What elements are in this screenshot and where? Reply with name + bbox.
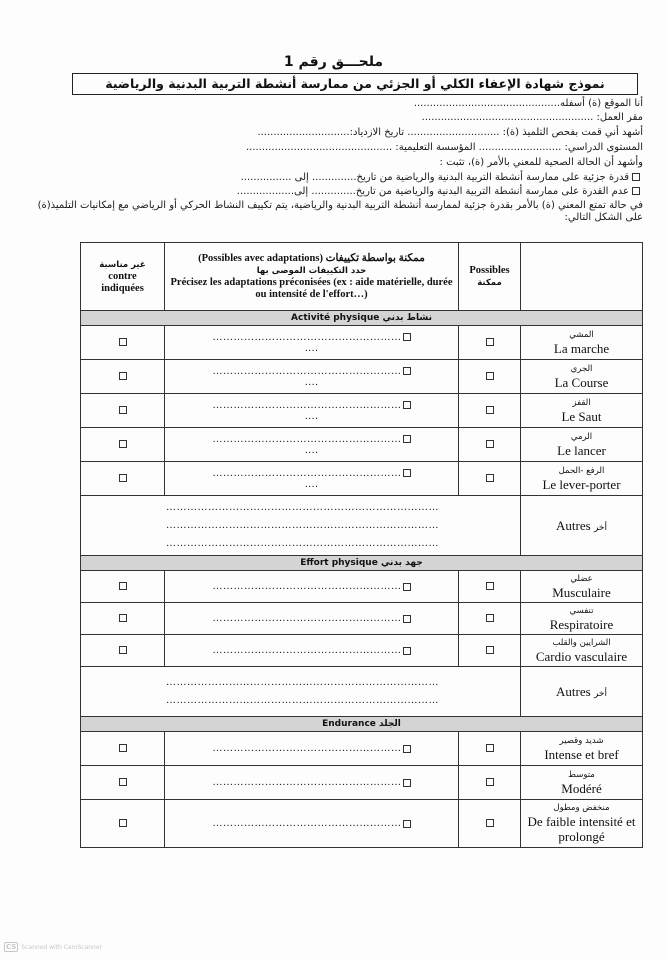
other-dotted-line[interactable]: ……………………………………………………………………	[166, 694, 439, 706]
possible-cell[interactable]	[459, 428, 521, 462]
adaptations-cell[interactable]	[165, 360, 459, 394]
other-label-cell	[521, 667, 643, 717]
activity-label-ar: شديد وقصير	[559, 735, 604, 746]
table-row	[81, 766, 643, 800]
possible-checkbox[interactable]	[486, 372, 494, 380]
partial-ability-option[interactable]	[40, 172, 643, 184]
adaptations-dotted-line-short[interactable]: ….	[304, 410, 319, 422]
adaptations-dotted-line[interactable]: ………………………………………………	[212, 331, 402, 343]
possible-cell[interactable]	[459, 326, 521, 360]
contraindicated-cell[interactable]	[81, 732, 165, 766]
other-label-ar: أخر	[593, 688, 607, 699]
document-title: نموذج شهادة الإعفاء الكلي أو الجزئي من ممارسة أنشطة التربية البدنية والرياضية	[72, 73, 638, 95]
partial-ability-checkbox[interactable]	[632, 173, 640, 181]
adaptations-checkbox[interactable]	[403, 367, 411, 375]
activity-label-fr: Respiratoire	[549, 616, 614, 632]
total-inability-option[interactable]	[40, 186, 643, 198]
contraindicated-checkbox[interactable]	[119, 819, 127, 827]
section-header-row	[81, 311, 643, 326]
adaptations-checkbox[interactable]	[403, 820, 411, 828]
signatory-line[interactable]: أنا الموقع (ة) أسفله..............................................	[413, 98, 643, 109]
contraindicated-checkbox[interactable]	[119, 406, 127, 414]
activity-label-cell	[521, 766, 643, 800]
table-row	[81, 800, 643, 848]
activity-label-fr: Le Saut	[561, 408, 602, 424]
activity-label-fr: Le lancer	[557, 442, 606, 458]
header-possible	[459, 243, 521, 311]
adaptations-checkbox[interactable]	[403, 435, 411, 443]
total-inability-text: عدم القدرة على ممارسة أنشطة التربية البدنية والرياضية من تاريخ.............. إلى..................	[236, 186, 629, 197]
activity-label-ar: الرفع -الحمل	[558, 465, 605, 476]
adaptations-dotted-line-short[interactable]: ….	[304, 478, 319, 490]
other-dotted-line[interactable]: ……………………………………………………………………	[166, 519, 439, 531]
adaptations-dotted-line[interactable]: ………………………………………………	[212, 818, 402, 829]
section-header-row	[81, 717, 643, 732]
activity-label-cell	[521, 800, 643, 848]
table-row	[81, 732, 643, 766]
adaptations-dotted-line[interactable]: ………………………………………………	[212, 433, 402, 445]
header-contraindicated-fr1: contre	[108, 270, 137, 282]
other-row	[81, 667, 643, 717]
possible-cell[interactable]	[459, 394, 521, 428]
activity-label-cell	[521, 360, 643, 394]
activity-label-fr: De faible intensité et prolongé	[527, 814, 636, 844]
possible-checkbox[interactable]	[486, 440, 494, 448]
other-dotted-line[interactable]: ……………………………………………………………………	[166, 501, 439, 513]
total-inability-checkbox[interactable]	[632, 187, 640, 195]
table-row	[81, 603, 643, 635]
contraindicated-checkbox[interactable]	[119, 474, 127, 482]
adaptations-dotted-line[interactable]: ………………………………………………	[212, 743, 402, 754]
contraindicated-cell[interactable]	[81, 635, 165, 667]
activity-label-ar: الشرايين والقلب	[552, 637, 611, 648]
contraindicated-checkbox[interactable]	[119, 646, 127, 654]
adaptations-cell[interactable]	[165, 635, 459, 667]
other-dotted-lines[interactable]	[81, 667, 521, 717]
adaptations-checkbox[interactable]	[403, 469, 411, 477]
adaptations-cell[interactable]	[165, 428, 459, 462]
activity-label-ar: القفز	[572, 397, 591, 408]
header-contraindicated	[81, 243, 165, 311]
activity-label-cell	[521, 732, 643, 766]
contraindicated-cell[interactable]	[81, 603, 165, 635]
section-title: Endurance الجلد	[81, 717, 643, 732]
adaptations-dotted-line[interactable]: ………………………………………………	[212, 613, 402, 624]
activity-label-cell	[521, 571, 643, 603]
camscanner-watermark	[4, 942, 102, 952]
adaptations-cell[interactable]	[165, 603, 459, 635]
camscanner-text: Scanned with CamScanner	[21, 944, 103, 951]
possible-checkbox[interactable]	[486, 582, 494, 590]
adaptations-dotted-line-short[interactable]: ….	[304, 342, 319, 354]
table-header-row	[81, 243, 643, 311]
activity-label-ar: الرمي	[570, 431, 593, 442]
activity-label-ar: تنفسي	[569, 605, 594, 616]
possible-cell[interactable]	[459, 603, 521, 635]
header-activity	[521, 243, 643, 311]
contraindicated-checkbox[interactable]	[119, 614, 127, 622]
table-row	[81, 360, 643, 394]
other-dotted-line[interactable]: ……………………………………………………………………	[166, 537, 439, 549]
header-contraindicated-ar: غير مناسبة	[99, 259, 146, 270]
adaptations-dotted-line-short[interactable]: ….	[304, 444, 319, 456]
adaptations-checkbox[interactable]	[403, 745, 411, 753]
student-exam-line[interactable]: أشهد أني قمت بفحص التلميذ (ة): ............................. تاريخ الازدياد:.............................	[257, 127, 643, 138]
activity-label-fr: La Course	[554, 374, 609, 390]
possible-cell[interactable]	[459, 571, 521, 603]
activity-label-cell	[521, 428, 643, 462]
adaptations-cell[interactable]	[165, 394, 459, 428]
activity-label-cell	[521, 326, 643, 360]
adaptations-checkbox[interactable]	[403, 647, 411, 655]
contraindicated-checkbox[interactable]	[119, 744, 127, 752]
section-title: Effort physique جهد بدني	[81, 556, 643, 571]
adaptations-dotted-line[interactable]: ………………………………………………	[212, 645, 402, 656]
possible-checkbox[interactable]	[486, 744, 494, 752]
header-possible-ar: ممكنة	[477, 277, 502, 288]
activity-label-ar: منخفض ومطول	[553, 803, 610, 813]
adaptations-cell[interactable]	[165, 571, 459, 603]
possible-checkbox[interactable]	[486, 646, 494, 654]
contraindicated-cell[interactable]	[81, 394, 165, 428]
activity-label-ar: المشي	[569, 329, 594, 340]
adaptations-cell[interactable]	[165, 462, 459, 496]
annex-number: ملحـــق رقم 1	[283, 54, 384, 70]
header-adaptations-line3: Précisez les adaptations préconisées (ex : aide matérielle, durée ou intensité de l'effort…)	[170, 276, 453, 300]
header-adaptations-line2: حدد التكييفات الموصى بها	[256, 265, 367, 276]
activity-label-fr: Le lever-porter	[542, 476, 621, 492]
adaptations-dotted-line[interactable]: ………………………………………………	[212, 365, 402, 377]
adaptations-checkbox[interactable]	[403, 583, 411, 591]
contraindicated-cell[interactable]	[81, 428, 165, 462]
adaptation-instructions: في حالة تمتع المعني (ة) بالأمر بقدرة جزئية لممارسة أنشطة التربية البدنية والرياضية، يتم تكييف النشاط الحركي أو الرياضي مع إمكانيات التلميذ(ة) على الشكل التالي:	[37, 200, 643, 223]
contraindicated-cell[interactable]	[81, 326, 165, 360]
activity-label-fr: La marche	[553, 340, 610, 356]
adaptations-checkbox[interactable]	[403, 333, 411, 341]
possible-checkbox[interactable]	[486, 406, 494, 414]
activity-label-fr: Modéré	[561, 780, 602, 796]
table-row	[81, 428, 643, 462]
header-contraindicated-fr2: indiquées	[101, 282, 144, 294]
table-row	[81, 394, 643, 428]
contraindicated-cell[interactable]	[81, 766, 165, 800]
possible-cell[interactable]	[459, 800, 521, 848]
section-header-row	[81, 556, 643, 571]
contraindicated-checkbox[interactable]	[119, 338, 127, 346]
possible-cell[interactable]	[459, 462, 521, 496]
possible-checkbox[interactable]	[486, 819, 494, 827]
attestation-line: وأشهد أن الحالة الصحية للمعني بالأمر (ة)، تثبت :	[439, 157, 643, 168]
header-adaptations	[165, 243, 459, 311]
table-row	[81, 462, 643, 496]
possible-cell[interactable]	[459, 635, 521, 667]
activity-label-fr: Intense et bref	[544, 746, 619, 762]
contraindicated-checkbox[interactable]	[119, 582, 127, 590]
possible-cell[interactable]	[459, 732, 521, 766]
adaptations-cell[interactable]	[165, 766, 459, 800]
adaptations-dotted-line-short[interactable]: ….	[304, 376, 319, 388]
adaptations-cell[interactable]	[165, 800, 459, 848]
other-label-cell	[521, 496, 643, 556]
adaptations-checkbox[interactable]	[403, 615, 411, 623]
possible-cell[interactable]	[459, 360, 521, 394]
possible-cell[interactable]	[459, 766, 521, 800]
activity-label-fr: Musculaire	[552, 584, 611, 600]
adaptations-dotted-line[interactable]: ………………………………………………	[212, 581, 402, 592]
workplace-line[interactable]: مقر العمل: ......................................................	[421, 112, 643, 123]
activity-label-ar: الجري	[570, 363, 593, 374]
possible-checkbox[interactable]	[486, 338, 494, 346]
adaptations-dotted-line[interactable]: ………………………………………………	[212, 399, 402, 411]
contraindicated-cell[interactable]	[81, 800, 165, 848]
activity-label-cell	[521, 603, 643, 635]
table-row	[81, 326, 643, 360]
adaptations-checkbox[interactable]	[403, 401, 411, 409]
possible-checkbox[interactable]	[486, 614, 494, 622]
activity-label-fr: Cardio vasculaire	[535, 648, 628, 664]
possible-checkbox[interactable]	[486, 474, 494, 482]
table-row	[81, 635, 643, 667]
adaptations-dotted-line[interactable]: ………………………………………………	[212, 777, 402, 788]
contraindicated-cell[interactable]	[81, 571, 165, 603]
camscanner-logo-icon: CS	[6, 943, 17, 951]
adaptations-cell[interactable]	[165, 732, 459, 766]
activity-label-ar: متوسط	[568, 769, 595, 780]
other-label-ar: أخر	[593, 522, 607, 533]
table-row	[81, 571, 643, 603]
activity-label-cell	[521, 394, 643, 428]
adaptations-dotted-line[interactable]: ………………………………………………	[212, 467, 402, 479]
school-level-line[interactable]: المستوى الدراسي: .......................... المؤسسة التعليمية: ..............................................	[245, 142, 643, 153]
possible-checkbox[interactable]	[486, 778, 494, 786]
adaptations-checkbox[interactable]	[403, 779, 411, 787]
contraindicated-checkbox[interactable]	[119, 372, 127, 380]
contraindicated-cell[interactable]	[81, 462, 165, 496]
adaptation-table	[80, 242, 643, 848]
other-dotted-line[interactable]: ……………………………………………………………………	[166, 676, 439, 688]
header-adaptations-line1: (Possibles avec adaptations) ممكنة بواسطة تكييفات	[198, 252, 425, 264]
other-label-fr: Autres	[556, 683, 591, 699]
activity-label-ar: عضلي	[570, 573, 593, 584]
activity-label-cell	[521, 635, 643, 667]
header-possible-fr: Possibles	[469, 264, 510, 276]
contraindicated-cell[interactable]	[81, 360, 165, 394]
adaptations-cell[interactable]	[165, 326, 459, 360]
contraindicated-checkbox[interactable]	[119, 778, 127, 786]
other-row	[81, 496, 643, 556]
other-label-fr: Autres	[556, 517, 591, 533]
activity-label-cell	[521, 462, 643, 496]
other-dotted-lines[interactable]	[81, 496, 521, 556]
section-title: Activité physique نشاط بدني	[81, 311, 643, 326]
contraindicated-checkbox[interactable]	[119, 440, 127, 448]
partial-ability-text: قدرة جزئية على ممارسة أنشطة التربية البدنية والرياضية من تاريخ.............. إلى ................	[240, 172, 629, 183]
